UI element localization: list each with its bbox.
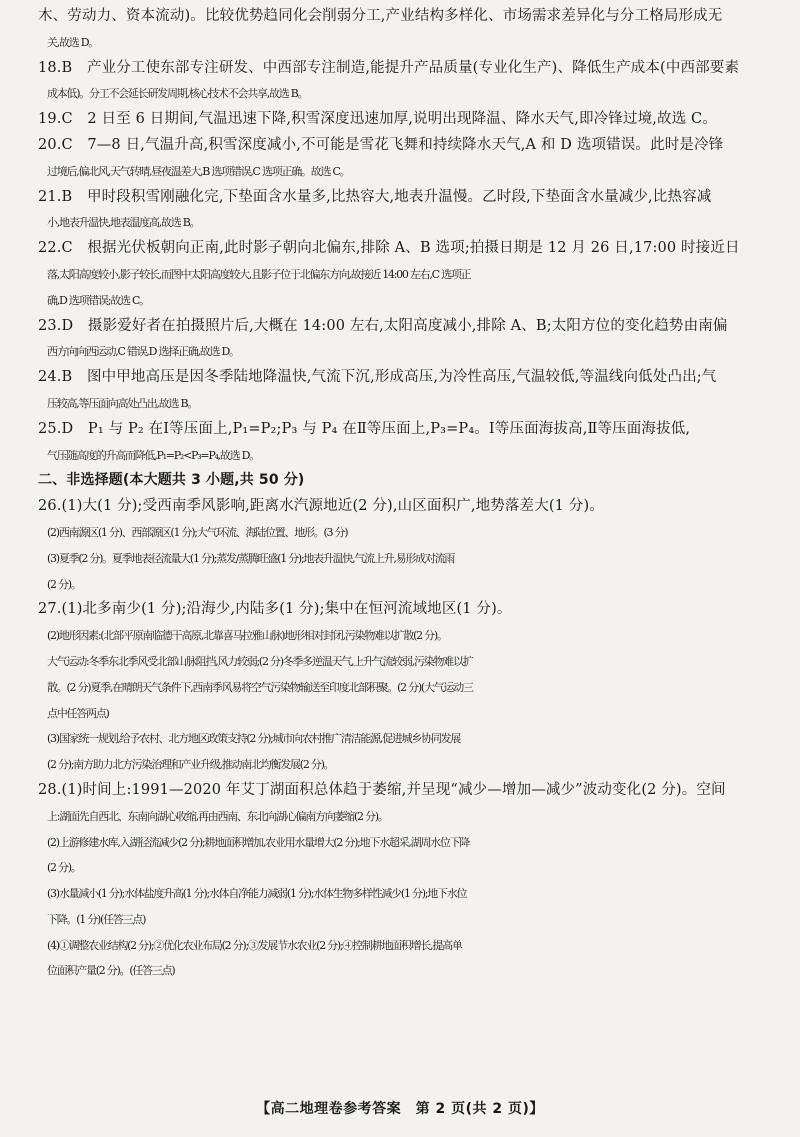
text-line: (2)上游修建水库,入湖径流减少(2 分);耕地面积增加,农业用水量增大(2 分);地下水超采,湖周水位下降 xyxy=(47,835,470,849)
answer-19: 19.C 2 日至 6 日期间,气温迅速下降,积雪深度迅速加厚,说明出现降温、降水天气,即冷锋过境,故选 C。 xyxy=(38,111,717,128)
text-line: (3)国家统一规划,给予农村、北方地区政策支持(2 分);城市向农村推广清洁能源,促进城乡协同发展 xyxy=(47,732,461,746)
answer-22: 22.C 根据光伏板朝向正南,此时影子朝向北偏东,排除 A、B 选项;拍摄日期是 12 月 26 日,17:00 时接近日 xyxy=(38,240,740,257)
text-line: 木、劳动力、资本流动)。比较优势趋同化会削弱分工,产业结构多样化、市场需求差异化与分工格局形成无 xyxy=(38,8,723,24)
text-line: 成本低)。分工不会延长研发周期,核心技术不会共享,故选 B。 xyxy=(47,87,308,101)
text-line: 确,D 选项错误;故选 C。 xyxy=(47,293,149,307)
answer-26: 26.(1)大(1 分);受西南季风影响,距离水汽源地近(2 分),山区面积广,地势落差大(1 分)。 xyxy=(38,498,604,515)
text-line: 点中任答两点) xyxy=(47,706,109,720)
answer-20: 20.C 7—8 日,气温升高,积雪深度减小,不可能是雪花飞舞和持续降水天气,A 和 D 选项错误。此时是冷锋 xyxy=(38,136,724,153)
text-line: (2)地形因素:(北部平原南临德干高原,北靠喜马拉雅山脉)地形相对封闭,污染物难以扩散(2 分)。 xyxy=(47,629,447,643)
text-line: 大气运动:冬季东北季风受北部山脉阻挡,风力较弱;(2 分)冬季多逆温天气,上升气流较弱,污染物难以扩 xyxy=(47,654,473,668)
answer-27: 27.(1)北多南少(1 分);沿海少,内陆多(1 分);集中在恒河流域地区(1 分)。 xyxy=(38,601,512,618)
text-line: (2 分)。 xyxy=(47,861,81,875)
text-line: (2 分)。 xyxy=(47,577,81,591)
page-footer: 【高二地理卷参考答案 第 2 页(共 2 页)】 xyxy=(256,1101,544,1117)
text-line: (2 分);南方助力北方污染治理和产业升级,推动南北均衡发展(2 分)。 xyxy=(47,758,334,772)
text-line: (2)西南源区(1 分)、西部源区(1 分);大气环流、海陆位置、地形。(3 分) xyxy=(47,525,348,539)
text-line: 散。(2 分)夏季,在晴朗天气条件下,西南季风易将空气污染物输送至印度北部积聚。(2 分)(大气运动三 xyxy=(47,680,473,694)
text-line: 过境后,偏北风,天气转晴,昼夜温差大,B 选项错误,C 选项正确。故选 C。 xyxy=(47,164,350,178)
text-line: 落,太阳高度较小,影子较长,而图中太阳高度较大,且影子位于北偏东方向,故接近 14:00 左右,C 选项正 xyxy=(47,267,471,281)
text-line: 压较高,等压面向高处凸出,故选 B。 xyxy=(47,396,198,410)
text-line: 位面积产量(2 分)。(任答三点) xyxy=(47,964,175,978)
answer-25: 25.D P₁ 与 P₂ 在Ⅰ等压面上,P₁=P₂;P₃ 与 P₄ 在Ⅱ等压面上,P₃=P₄。Ⅰ等压面海拔高,Ⅱ等压面海拔低, xyxy=(38,420,691,437)
section-heading: 二、非选择题(本大题共 3 小题,共 50 分) xyxy=(38,472,305,489)
text-line: (3)夏季(2 分)。夏季地表径流量大(1 分);蒸发/蒸腾旺盛(1 分);地表升温快,气流上升,易形成对流雨 xyxy=(47,551,455,565)
answer-24: 24.B 图中甲地高压是因冬季陆地降温快,气流下沉,形成高压,为冷性高压,气温较低,等温线向低处凸出;气 xyxy=(38,369,717,386)
text-line: 上:湖面先自西北、东南向湖心收缩,再由西南、东北向湖心偏南方向萎缩(2 分)。 xyxy=(47,809,388,823)
text-line: 小,地表升温快,地表温度高,故选 B。 xyxy=(47,216,200,230)
text-line: 下降。(1 分)(任答三点) xyxy=(47,912,146,926)
answer-18: 18.B 产业分工使东部专注研发、中西部专注制造,能提升产品质量(专业化生产)、降低生产成本(中西部要素 xyxy=(38,59,740,76)
text-line: 气压随高度的升高而降低,P₁=P₂<P₃=P₄,故选 D。 xyxy=(47,448,259,462)
text-line: (3)水量减小(1 分);水体盐度升高(1 分);水体自净能力减弱(1 分);水体生物多样性减少(1 分);地下水位 xyxy=(47,887,467,901)
text-line: (4)①调整农业结构(2 分);②优化农业布局(2 分);③发展节水农业(2 分);④控制耕地面积增长,提高单 xyxy=(47,938,462,952)
answer-21: 21.B 甲时段积雪刚融化完,下垫面含水量多,比热容大,地表升温慢。乙时段,下垫面含水量减少,比热容减 xyxy=(38,188,712,205)
text-line: 西方向向西运动,C 错误,D 选择正确,故选 D。 xyxy=(47,345,239,359)
text-line: 关,故选 D。 xyxy=(47,35,99,49)
answer-28: 28.(1)时间上:1991—2020 年艾丁湖面积总体趋于萎缩,并呈现“减少—增加—减少”波动变化(2 分)。空间 xyxy=(38,781,726,798)
answer-23: 23.D 摄影爱好者在拍摄照片后,大概在 14:00 左右,太阳高度减小,排除 A、B;太阳方位的变化趋势由南偏 xyxy=(38,317,728,334)
